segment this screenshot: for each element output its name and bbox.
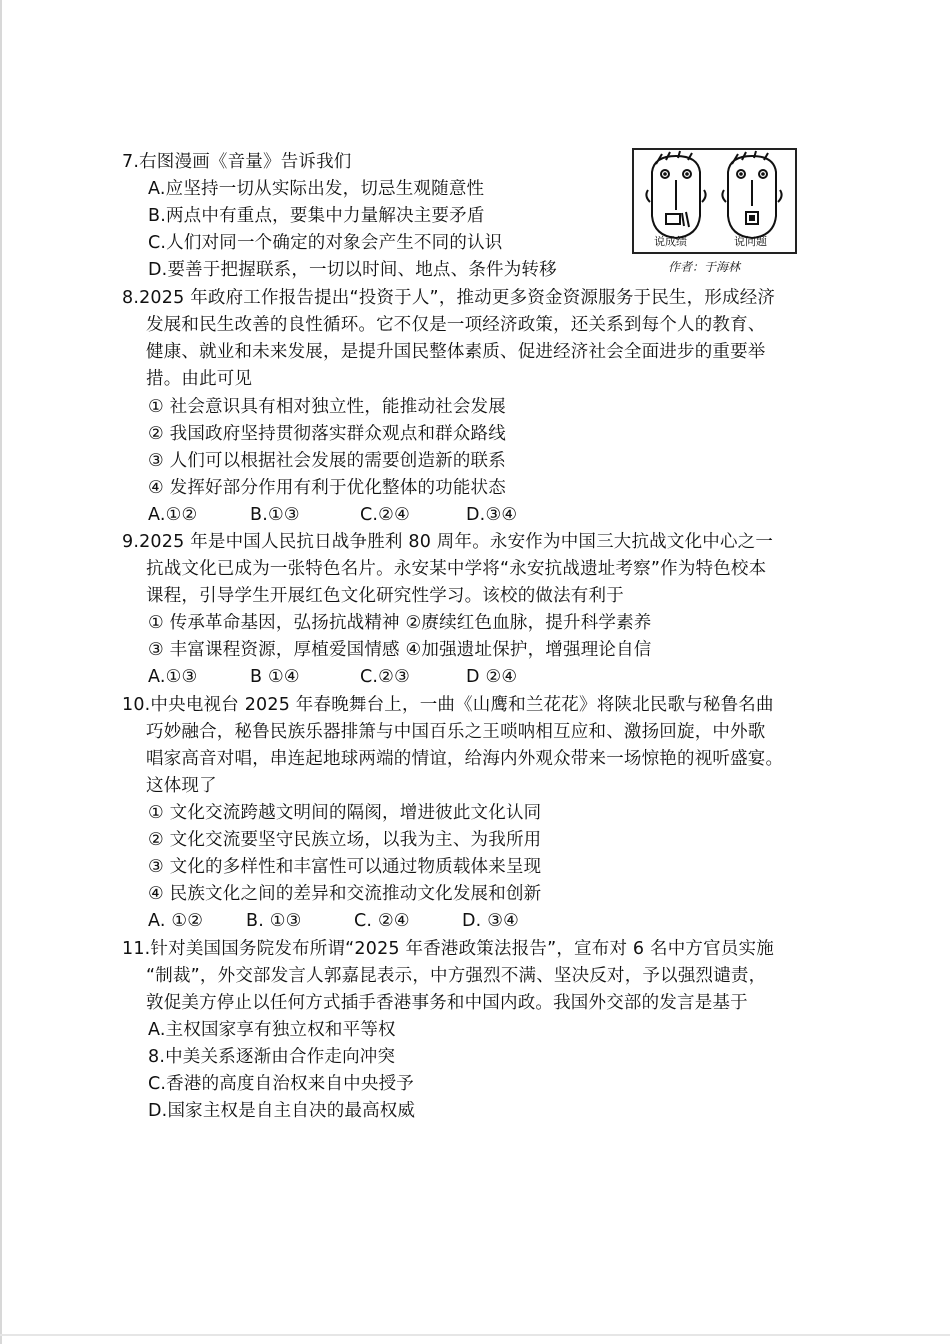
q11-stem-line-1: 11.针对美国国务院发布所谓“2025 年香港政策法报告”，宣布对 6 名中方官员实施	[122, 939, 774, 959]
q11-option-c: C.香港的高度自治权来自中央授予	[148, 1074, 414, 1094]
q10-option-d: D. ③④	[462, 911, 519, 931]
q8-item-4: ④ 发挥好部分作用有利于优化整体的功能状态	[148, 478, 506, 498]
q8-item-3: ③ 人们可以根据社会发展的需要创造新的联系	[148, 451, 506, 471]
q10-item-1: ① 文化交流跨越文明间的隔阂，增进彼此文化认同	[148, 803, 542, 823]
q8-stem-line-2: 发展和民生改善的良性循环。它不仅是一项经济政策，还关系到每个人的教育、	[146, 315, 766, 335]
cartoon-author: 作者：于海林	[668, 260, 741, 274]
q10-stem-line-2: 巧妙融合，秘鲁民族乐器排箫与中国百乐之王唢呐相互应和、激扬回旋，中外歌	[146, 722, 766, 742]
q10-item-3: ③ 文化的多样性和丰富性可以通过物质载体来呈现	[148, 857, 542, 877]
q9-item-row-2: ③ 丰富课程资源，厚植爱国情感 ④加强遗址保护，增强理论自信	[148, 640, 652, 660]
q8-item-2: ② 我国政府坚持贯彻落实群众观点和群众路线	[148, 424, 506, 444]
q9-stem-line-2: 抗战文化已成为一张特色名片。永安某中学将“永安抗战遗址考察”作为特色校本	[146, 559, 767, 579]
q7-option-b: B.两点中有重点，要集中力量解决主要矛盾	[148, 206, 485, 226]
q11-option-b: 8.中美关系逐渐由合作走向冲突	[148, 1047, 396, 1067]
q8-option-a: A.①②	[148, 505, 198, 525]
q11-option-a: A.主权国家享有独立权和平等权	[148, 1020, 396, 1040]
q10-option-a: A. ①②	[148, 911, 204, 931]
q8-stem-line-1: 8.2025 年政府工作报告提出“投资于人”，推动更多资金资源服务于民生，形成经济	[122, 288, 776, 308]
q10-option-c: C. ②④	[354, 911, 410, 931]
volume-cartoon	[632, 148, 797, 254]
q9-stem-line-3: 课程，引导学生开展红色文化研究性学习。该校的做法有利于	[146, 586, 624, 606]
q8-option-b: B.①③	[250, 505, 300, 525]
q10-stem-line-4: 这体现了	[146, 776, 217, 796]
q7-option-d: D.要善于把握联系，一切以时间、地点、条件为转移	[148, 260, 557, 280]
q11-option-d: D.国家主权是自主自决的最高权威	[148, 1101, 416, 1121]
q9-option-a: A.①③	[148, 667, 198, 687]
cartoon-caption-right: 说问题	[734, 235, 767, 248]
q10-option-b: B. ①③	[246, 911, 302, 931]
q11-stem-line-3: 敦促美方停止以任何方式插手香港事务和中国内政。我国外交部的发言是基于	[146, 993, 748, 1013]
q9-option-c: C.②③	[360, 667, 410, 687]
q8-stem-line-4: 措。由此可见	[146, 369, 253, 389]
q7-option-a: A.应坚持一切从实际出发，切忌生观随意性	[148, 179, 485, 199]
q8-option-d: D.③④	[466, 505, 518, 525]
q10-stem-line-3: 唱家高音对唱，串连起地球两端的情谊，给海内外观众带来一场惊艳的视听盛宴。	[146, 749, 784, 769]
cartoon-caption-left: 说成绩	[654, 235, 687, 248]
q10-item-2: ② 文化交流要坚守民族立场，以我为主、为我所用	[148, 830, 542, 850]
q9-option-d: D ②④	[466, 667, 518, 687]
q7-option-c: C.人们对同一个确定的对象会产生不同的认识	[148, 233, 503, 253]
q8-option-c: C.②④	[360, 505, 410, 525]
q10-stem-line-1: 10.中央电视台 2025 年春晚舞台上，一曲《山鹰和兰花花》将陕北民歌与秘鲁名曲	[122, 695, 774, 715]
scan-left-edge	[0, 0, 2, 1344]
q11-stem-line-2: “制裁”，外交部发言人郭嘉昆表示，中方强烈不满、坚决反对，予以强烈谴责，	[146, 966, 767, 986]
q9-item-row-1: ① 传承革命基因，弘扬抗战精神 ②赓续红色血脉，提升科学素养	[148, 613, 652, 633]
q7-stem: 7.右图漫画《音量》告诉我们	[122, 152, 352, 172]
q8-item-1: ① 社会意识具有相对独立性，能推动社会发展	[148, 397, 506, 417]
q8-stem-line-3: 健康、就业和未来发展，是提升国民整体素质、促进经济社会全面进步的重要举	[146, 342, 766, 362]
q9-stem-line-1: 9.2025 年是中国人民抗日战争胜利 80 周年。永安作为中国三大抗战文化中心之一	[122, 532, 774, 552]
q10-item-4: ④ 民族文化之间的差异和交流推动文化发展和创新	[148, 884, 542, 904]
q9-option-b: B ①④	[250, 667, 300, 687]
scan-bottom-edge	[0, 1334, 950, 1336]
